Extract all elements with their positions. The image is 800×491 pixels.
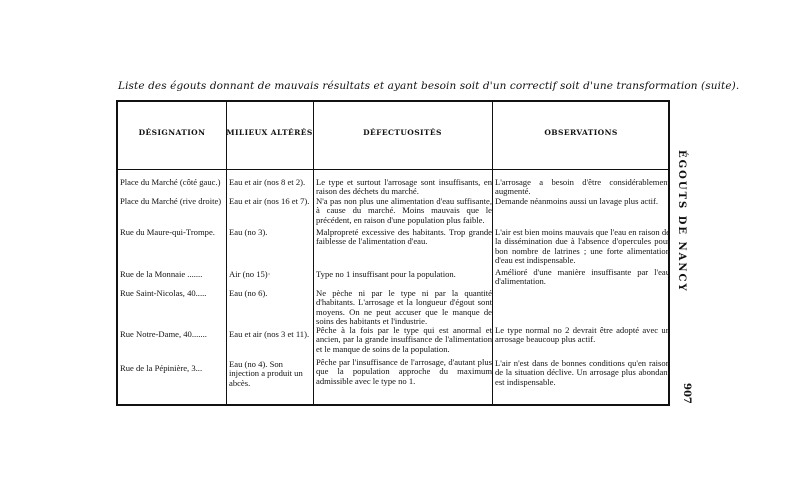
row-7-observations: L'air n'est dans de bonnes conditions qu'en raison de la situation déclive. Un arrosage plus abondant est indispensable. xyxy=(495,358,670,387)
row-3-designation: Rue du Maure-qui-Trompe. xyxy=(120,227,215,237)
header-milieux-alteres: MILIEUX ALTÉRÉS xyxy=(226,128,313,137)
row-1-milieux: Eau et air (nos 8 et 2). xyxy=(229,177,306,187)
row-5-defectuosites: Ne pèche ni par le type ni par la quantité d'habitants. L'arrosage et la longueur d'égout sont moyens. On ne peut accuser que le manque de soins des habitants et l'industrie. xyxy=(316,288,492,327)
table-caption: Liste des égouts donnant de mauvais résultats et ayant besoin soit d'un correctif soit d'une transformation (suite). xyxy=(118,80,740,92)
egouts-table xyxy=(116,100,670,406)
column-divider xyxy=(492,102,493,404)
running-title: ÉGOUTS DE NANCY xyxy=(676,150,687,293)
row-2-milieux: Eau et air (nos 16 et 7). xyxy=(229,196,310,206)
column-divider xyxy=(313,102,314,404)
row-4-designation: Rue de la Monnaie ....... xyxy=(120,269,203,279)
header-defectuosites: DÉFECTUOSITÉS xyxy=(363,128,442,137)
row-2-defectuosites: N'a pas non plus une alimentation d'eau suffisante, à cause du marché. Moins mauvais que le précédent, en raison d'une population plus faible. xyxy=(316,196,492,225)
row-3-milieux: Eau (no 3). xyxy=(229,227,268,237)
row-3-observations: L'air est bien moins mauvais que l'eau en raison de la dissémination due à l'absence d'opercules pour bon nombre de latrines ; une forte alimentation d'eau est indispensable. xyxy=(495,227,670,266)
row-2-observations: Demande néanmoins aussi un lavage plus actif. xyxy=(495,196,658,206)
column-divider xyxy=(226,102,227,404)
row-5-milieux: Eau (no 6). xyxy=(229,288,268,298)
row-6-observations: Le type normal no 2 devrait être adopté avec un arrosage beaucoup plus actif. xyxy=(495,325,670,345)
row-7-designation: Rue de la Pépinière, 3... xyxy=(120,363,203,373)
row-4-milieux: Air (no 15)· xyxy=(229,269,271,279)
header-divider xyxy=(118,169,668,170)
row-1-defectuosites: Le type et surtout l'arrosage sont insuffisants, en raison des déchets du marché. xyxy=(316,177,492,197)
row-6-designation: Rue Notre-Dame, 40....... xyxy=(120,329,207,339)
header-designation: DÉSIGNATION xyxy=(138,128,206,137)
row-2-designation: Place du Marché (rive droite) xyxy=(120,196,222,206)
row-1-observations: L'arrosage a besoin d'être considérablement augmenté. xyxy=(495,177,670,197)
row-3-defectuosites: Malpropreté excessive des habitants. Trop grande faiblesse de l'alimentation d'eau. xyxy=(316,227,492,247)
row-7-defectuosites: Pêche par l'insuffisance de l'arrosage, d'autant plus que la population approche du maximum admissible avec le type no 1. xyxy=(316,357,492,386)
header-observations: OBSERVATIONS xyxy=(544,128,618,137)
row-1-designation: Place du Marché (côté gauc.) xyxy=(120,177,221,187)
row-5-designation: Rue Saint-Nicolas, 40..... xyxy=(120,288,207,298)
page-number: 907 xyxy=(681,383,692,404)
row-6-defectuosites: Pêche à la fois par le type qui est anormal et ancien, par la grande insuffisance de l'alimentation et le manque de soins de la population. xyxy=(316,325,492,354)
row-4-defectuosites: Type no 1 insuffisant pour la population. xyxy=(316,269,456,279)
row-6-milieux: Eau et air (nos 3 et 11). xyxy=(229,329,310,339)
row-4-observations: Amélioré d'une manière insuffisante par l'eau d'alimentation. xyxy=(495,267,670,287)
row-7-milieux: Eau (no 4). Son injection a produit un abcès. xyxy=(229,359,303,388)
